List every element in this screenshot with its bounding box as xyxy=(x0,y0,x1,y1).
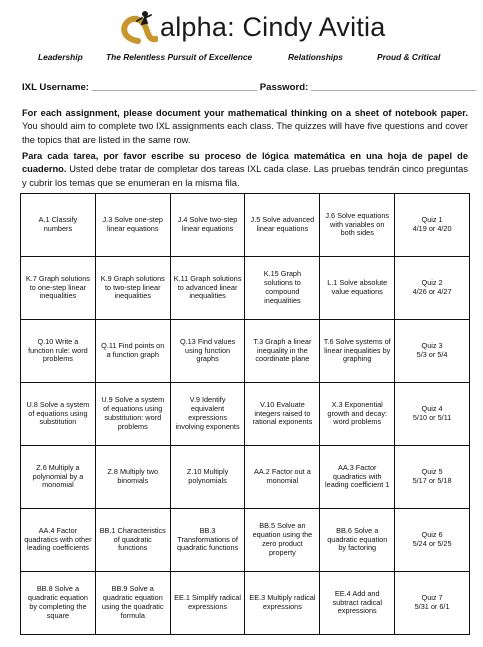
grid-row xyxy=(21,572,470,635)
assignment-label: BB.3 Transformations of quadratic functions xyxy=(176,525,239,553)
assignment-cell xyxy=(21,509,96,572)
quiz-cell xyxy=(395,257,470,320)
motto-leadership: Leadership xyxy=(38,52,83,62)
instructions-spanish-bold: Para cada tarea, por favor escribe su proceso de lógica matemática en una hoja de papel de cuaderno. xyxy=(22,151,468,175)
assignment-label: L.1 Solve absolute value equations xyxy=(327,278,388,296)
assignment-cell xyxy=(245,257,320,320)
assignment-label: BB.6 Solve a quadratic equation by factoring xyxy=(327,525,388,553)
assignment-cell xyxy=(245,509,320,572)
quiz-label: Quiz 2 xyxy=(421,278,443,288)
assignment-cell xyxy=(320,572,395,635)
assignment-label: J.4 Solve two-step linear equations xyxy=(177,215,238,233)
motto-proud-critical: Proud & Critical xyxy=(377,52,441,62)
quiz-date: 5/24 or 5/25 xyxy=(412,539,452,548)
assignment-cell xyxy=(245,383,320,446)
quiz-date: 4/19 or 4/20 xyxy=(412,224,452,233)
assignment-label: X.3 Exponential growth and decay: word problems xyxy=(327,399,388,427)
assignment-cell xyxy=(21,572,96,635)
assignment-label: J.3 Solve one-step linear equations xyxy=(102,215,163,233)
credentials-line xyxy=(22,82,476,93)
brand-header xyxy=(118,8,385,46)
assignment-label: BB.5 Solve an equation using the zero product property xyxy=(252,521,313,557)
assignment-cell xyxy=(320,320,395,383)
quiz-date: 5/10 or 5/11 xyxy=(412,413,452,422)
assignment-cell xyxy=(170,572,245,635)
grid-row xyxy=(21,257,470,320)
assignment-label: EE.4 Add and subtract radical expressions xyxy=(332,588,382,616)
assignment-cell xyxy=(170,383,245,446)
assignment-label: K.9 Graph solutions to two-step linear inequalities xyxy=(100,273,165,301)
assignment-cell xyxy=(95,446,170,509)
quiz-cell xyxy=(395,383,470,446)
instructions-spanish-rest: Usted debe tratar de completar dos tareas IXL cada clase. Las pruebas tendrán cinco preguntas y cubrir los temas que se enumeran en la misma fila. xyxy=(22,164,468,188)
quiz-label: Quiz 3 xyxy=(421,341,443,351)
grid-row xyxy=(21,320,470,383)
assignment-cell xyxy=(170,509,245,572)
assignment-cell xyxy=(320,383,395,446)
grid-row xyxy=(21,383,470,446)
assignment-cell xyxy=(95,194,170,257)
grid-row xyxy=(21,446,470,509)
quiz-date: 5/17 or 5/18 xyxy=(412,476,452,485)
password-label: Password: xyxy=(259,82,309,93)
instructions-english xyxy=(22,107,468,147)
assignment-label: AA.3 Factor quadratics with leading coefficient 1 xyxy=(325,462,390,490)
quiz-date: 5/31 or 6/1 xyxy=(414,602,450,611)
assignment-cell xyxy=(320,194,395,257)
instructions-english-rest: You should aim to complete two IXL assignments each class. The quizzes will have five questions and cover the topics that are listed in the same row. xyxy=(22,121,468,145)
assignment-label: T.3 Graph a linear inequality in the coordinate plane xyxy=(253,336,312,364)
alpha-logo-icon xyxy=(118,9,158,45)
brand-title: alpha: Cindy Avitia xyxy=(160,11,386,42)
password-blank: _______________________________ xyxy=(310,82,477,93)
assignment-cell xyxy=(320,446,395,509)
quiz-cell xyxy=(395,572,470,635)
assignment-label: Z.8 Multiply two binomials xyxy=(107,467,159,485)
quiz-cell xyxy=(395,320,470,383)
instructions-spanish xyxy=(22,150,468,190)
assignment-cell xyxy=(170,194,245,257)
assignment-label: Q.10 Write a function rule: word problems xyxy=(28,336,88,364)
assignment-cell xyxy=(245,446,320,509)
assignment-label: V.10 Evaluate integers raised to rational exponents xyxy=(252,399,313,427)
assignment-cell xyxy=(95,383,170,446)
quiz-label: Quiz 1 xyxy=(421,215,443,225)
assignment-label: J.5 Solve advanced linear equations xyxy=(250,215,315,233)
assignment-cell xyxy=(21,194,96,257)
quiz-date: 4/26 or 4/27 xyxy=(412,287,452,296)
assignment-label: Q.13 Find values using function graphs xyxy=(179,336,236,364)
assignment-label: EE.3 Multiply radical expressions xyxy=(249,593,316,611)
assignment-label: Q.11 Find points on a function graph xyxy=(101,341,165,359)
assignment-label: Z.6 Multiply a polynomial by a monomial xyxy=(32,462,84,490)
assignment-cell xyxy=(245,194,320,257)
assignment-label: A.1 Classify numbers xyxy=(38,215,78,233)
assignment-cell xyxy=(170,257,245,320)
motto-excellence: The Relentless Pursuit of Excellence xyxy=(106,52,253,62)
assignment-cell xyxy=(245,320,320,383)
assignment-label: BB.1 Characteristics of quadratic functions xyxy=(99,525,166,553)
quiz-label: Quiz 7 xyxy=(421,593,443,603)
assignment-cell xyxy=(95,509,170,572)
assignment-label: EE.1 Simplify radical expressions xyxy=(174,593,242,611)
motto-relationships: Relationships xyxy=(288,52,343,62)
assignment-cell xyxy=(95,257,170,320)
assignment-label: AA.2 Factor out a monomial xyxy=(254,467,311,485)
quiz-cell xyxy=(395,446,470,509)
assignment-cell xyxy=(95,320,170,383)
assignment-cell xyxy=(170,320,245,383)
assignment-label: K.7 Graph solutions to one-step linear inequalities xyxy=(25,273,90,301)
assignment-grid xyxy=(20,193,470,635)
assignment-label: K.15 Graph solutions to compound inequalities xyxy=(263,269,302,305)
assignment-cell xyxy=(95,572,170,635)
assignment-cell xyxy=(21,320,96,383)
username-blank: _______________________________ xyxy=(91,82,258,93)
quiz-cell xyxy=(395,194,470,257)
assignment-cell xyxy=(21,257,96,320)
assignment-label: T.6 Solve systems of linear inequalities by graphing xyxy=(323,336,391,364)
quiz-date: 5/3 or 5/4 xyxy=(416,350,448,359)
assignment-label: J.6 Solve equations with variables on both sides xyxy=(325,210,390,238)
assignment-label: Z.10 Multiply polynomials xyxy=(186,467,229,485)
assignment-cell xyxy=(21,383,96,446)
instructions-english-bold: For each assignment, please document your mathematical thinking on a sheet of notebook paper. xyxy=(22,108,468,118)
grid-row xyxy=(21,194,470,257)
quiz-label: Quiz 5 xyxy=(421,467,443,477)
assignment-label: V.9 Identify equivalent expressions involving exponents xyxy=(175,395,240,431)
grid-row xyxy=(21,509,470,572)
assignment-cell xyxy=(21,446,96,509)
quiz-cell xyxy=(395,509,470,572)
quiz-label: Quiz 6 xyxy=(421,530,443,540)
assignment-label: BB.9 Solve a quadratic equation using the quadratic formula xyxy=(101,584,164,620)
assignment-label: AA.4 Factor quadratics with other leading coefficients xyxy=(24,525,92,553)
assignment-label: U.8 Solve a system of equations using substitution xyxy=(26,399,90,427)
assignment-label: K.11 Graph solutions to advanced linear inequalities xyxy=(173,273,242,301)
assignment-cell xyxy=(320,509,395,572)
quiz-label: Quiz 4 xyxy=(421,404,443,414)
assignment-label: U.9 Solve a system of equations using substitution: word problems xyxy=(101,395,165,431)
username-label: IXL Username: xyxy=(22,82,90,93)
assignment-cell xyxy=(245,572,320,635)
assignment-cell xyxy=(320,257,395,320)
assignment-cell xyxy=(170,446,245,509)
assignment-label: BB.8 Solve a quadratic equation by completing the square xyxy=(27,584,88,620)
